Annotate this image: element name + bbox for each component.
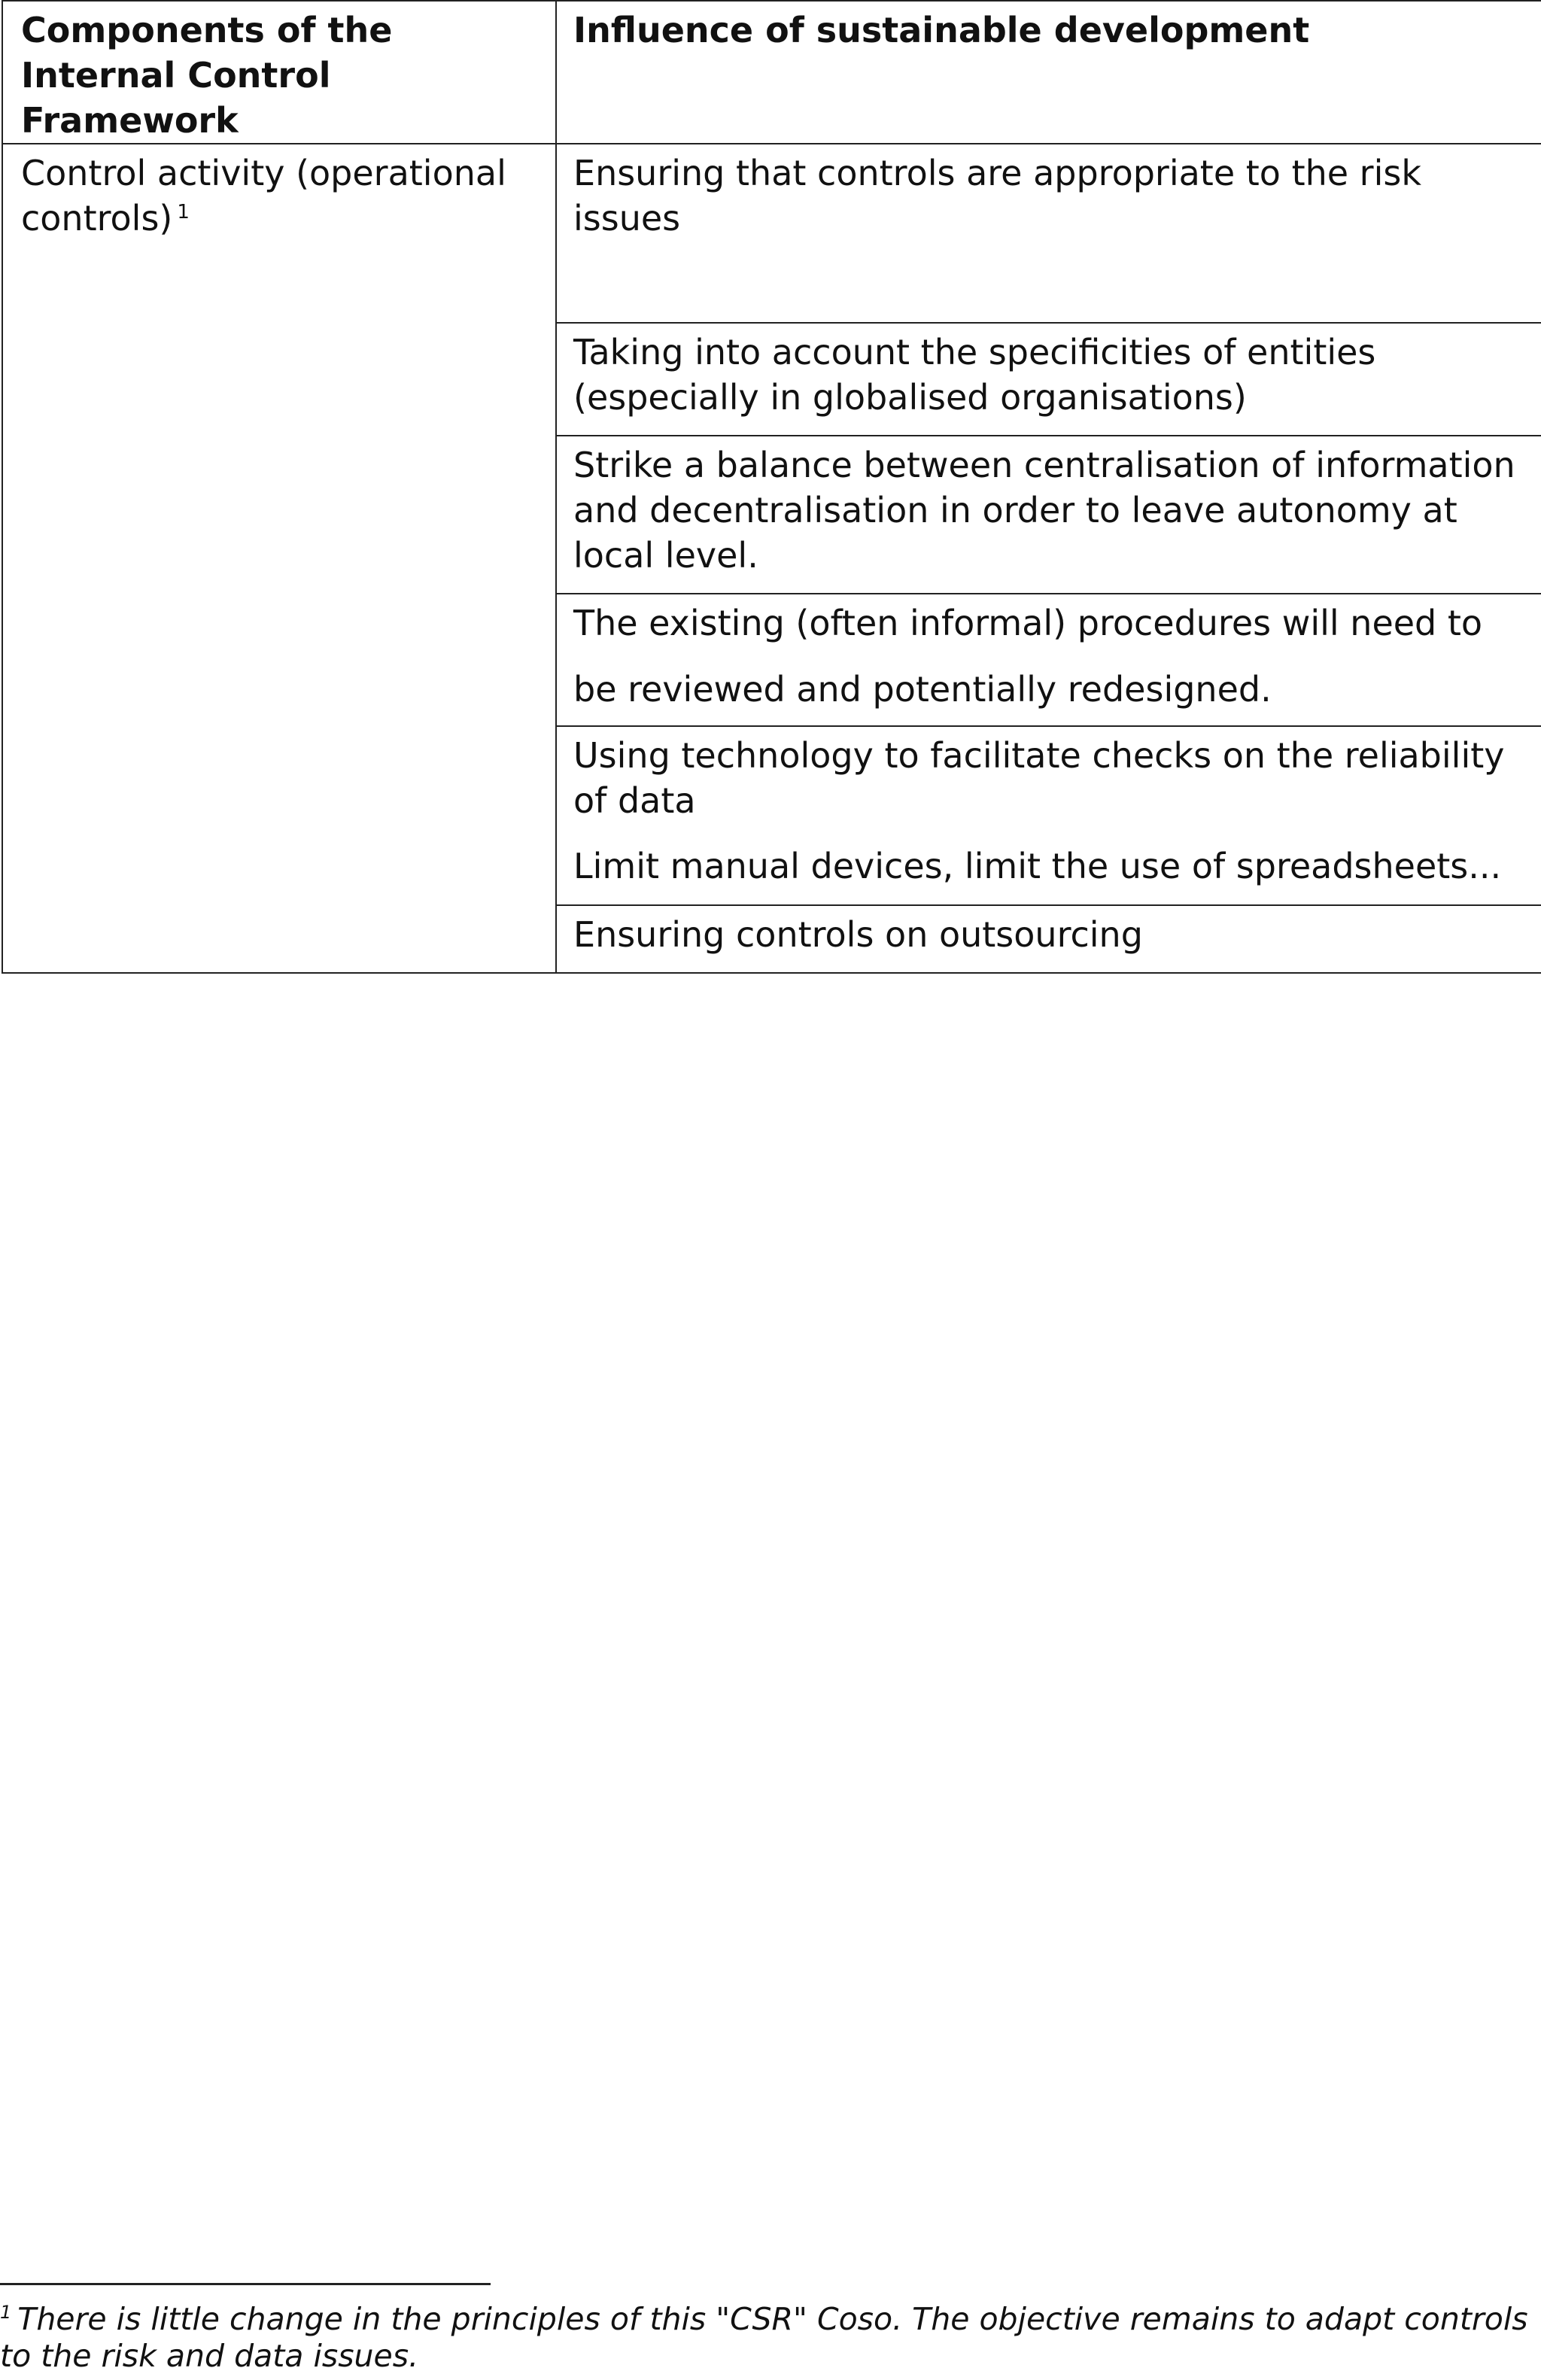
influence-text: The existing (often informal) procedures will need to be reviewed and potentially redesigned. xyxy=(573,603,1483,710)
influence-cell xyxy=(556,905,1541,973)
influence-text: Ensuring controls on outsourcing xyxy=(573,914,1143,955)
influence-text: Taking into account the specificities of entities (especially in globalised organisations) xyxy=(573,332,1376,418)
footnote xyxy=(0,2301,1535,2375)
influence-text: Strike a balance between centralisation of information and decentralisation in order to leave autonomy at local level. xyxy=(573,445,1515,576)
footnote-marker: 1 xyxy=(0,2302,12,2324)
footnote-separator xyxy=(0,2283,491,2285)
header-influence-label: Influence of sustainable development xyxy=(573,10,1310,50)
influence-cell xyxy=(556,726,1541,905)
header-cell-influence xyxy=(556,1,1541,144)
influence-cell xyxy=(556,323,1541,436)
component-text xyxy=(3,144,555,241)
influence-cell xyxy=(556,594,1541,726)
influence-cell xyxy=(556,436,1541,594)
component-label: Control activity (operational controls) xyxy=(21,153,506,239)
header-cell-components xyxy=(2,1,556,144)
footnote-text: There is little change in the principles of this "CSR" Coso. The objective remains to adapt controls to the risk and data issues. xyxy=(0,2301,1528,2374)
table-header-row xyxy=(2,1,1541,144)
influence-text: Limit manual devices, limit the use of spreadsheets... xyxy=(573,846,1502,886)
internal-control-table xyxy=(2,0,1541,974)
influence-text: Using technology to facilitate checks on the reliability of data xyxy=(573,735,1505,821)
influence-text: Ensuring that controls are appropriate to the risk issues xyxy=(573,153,1421,239)
header-components-label: Components of the Internal Control Framework xyxy=(21,10,393,141)
component-cell xyxy=(2,144,556,973)
table-row xyxy=(2,144,1541,323)
influence-cell xyxy=(556,144,1541,323)
footnote-reference: 1 xyxy=(177,200,190,223)
